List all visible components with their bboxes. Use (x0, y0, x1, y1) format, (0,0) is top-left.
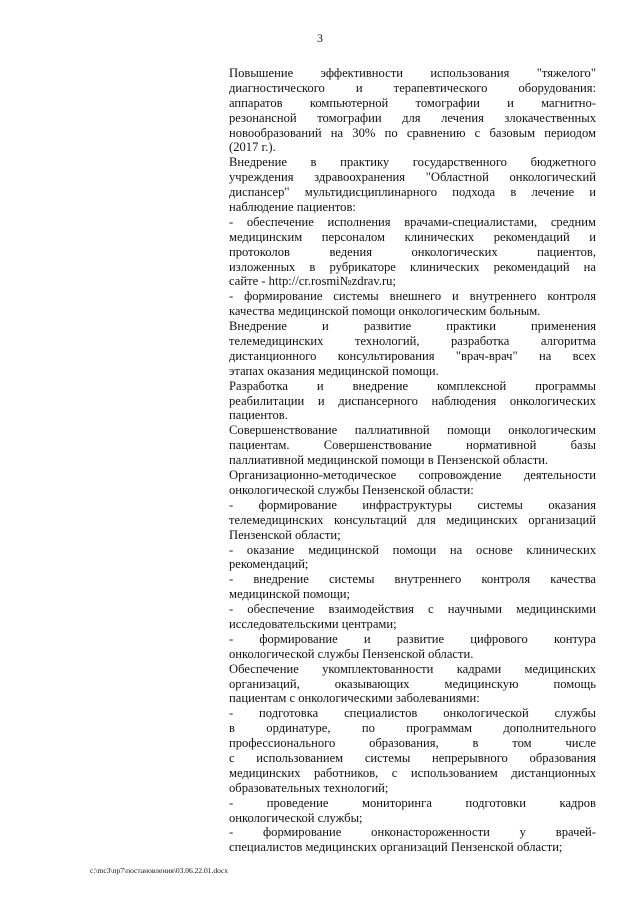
text-line: диагностического и терапевтического оборудования: (229, 80, 596, 95)
text-line: - обеспечение взаимодействия с научными медицинскими (229, 602, 596, 617)
page-number: 3 (317, 31, 323, 45)
text-line: (2017 г.). (229, 140, 276, 155)
text-line: - внедрение системы внутреннего контроля качества (229, 572, 596, 587)
text-line: онкологической службы Пензенской области: (229, 482, 474, 497)
text-line: медицинским персоналом клинических рекомендаций и (229, 229, 596, 244)
text-line: качества медицинской помощи онкологическим больным. (229, 304, 541, 319)
text-line: дистанционного консультирования "врач-врач" на всех (229, 348, 596, 363)
text-line: - формирование системы внешнего и внутреннего контроля (229, 289, 596, 304)
text-line: медицинских работников, с использованием дистанционных (229, 765, 596, 780)
text-line: пациентам. Совершенствование нормативной базы (229, 438, 596, 453)
text-line: исследовательскими центрами; (229, 616, 397, 631)
footer-file-path: c:\mc3\пр7\постановления\03.06.22.01.docx (90, 866, 228, 875)
text-line: специалистов медицинских организаций Пензенской области; (229, 840, 563, 855)
text-line: учреждения здравоохранения "Областной онкологический (229, 170, 596, 185)
text-line: пациентам с онкологическими заболеваниями: (229, 691, 480, 706)
text-line: - подготовка специалистов онкологической службы (229, 706, 596, 721)
text-line: Обеспечение укомплектованности кадрами медицинских (229, 661, 596, 676)
text-line: с использованием системы непрерывного образования (229, 750, 596, 765)
text-line: Организационно-методическое сопровождение деятельности (229, 468, 596, 483)
text-line: - оказание медицинской помощи на основе клинических (229, 542, 596, 557)
text-line: - обеспечение исполнения врачами-специалистами, средним (229, 214, 596, 229)
text-line: протоколов ведения онкологических пациентов, (229, 244, 596, 259)
text-line: телемедицинских технологий, разработка алгоритма (229, 334, 596, 349)
text-line: этапах оказания медицинской помощи. (229, 363, 439, 378)
text-line: изложенных в рубрикаторе клинических рекомендаций на (229, 259, 596, 274)
text-line: Внедрение в практику государственного бюджетного (229, 155, 596, 170)
text-line: резонансной томографии для лечения злокачественных (229, 110, 596, 125)
text-line: Пензенской области; (229, 527, 341, 542)
text-line: сайте - http://cr.rosmi№zdrav.ru; (229, 274, 396, 289)
text-line: в ординатуре, по программам дополнительного (229, 721, 596, 736)
text-line: - формирование инфраструктуры системы оказания (229, 497, 596, 512)
document-body-text (229, 66, 596, 855)
text-line: паллиативной медицинской помощи в Пензенской области. (229, 453, 549, 468)
text-line: аппаратов компьютерной томографии и магнитно- (229, 95, 596, 110)
text-line: пациентов. (229, 408, 288, 423)
text-line: Повышение эффективности использования "тяжелого" (229, 66, 596, 80)
text-line: телемедицинских консультаций для медицинских организаций (229, 512, 596, 527)
text-line: реабилитации и диспансерного наблюдения онкологических (229, 393, 596, 408)
text-line: - проведение мониторинга подготовки кадров (229, 795, 596, 810)
text-line: профессионального образования, в том числе (229, 736, 596, 751)
text-line: онкологической службы Пензенской области. (229, 646, 474, 661)
text-line: Совершенствование паллиативной помощи онкологическим (229, 423, 596, 438)
text-line: медицинской помощи; (229, 587, 351, 602)
text-line: образовательных технологий; (229, 780, 389, 795)
text-line: Внедрение и развитие практики применения (229, 319, 596, 334)
text-line: диспансер" мультидисциплинарного подхода в лечение и (229, 185, 596, 200)
text-line: онкологической службы; (229, 810, 363, 825)
text-line: - формирование онконастороженности у врачей- (229, 825, 596, 840)
text-line: новообразований на 30% по сравнению с базовым периодом (229, 125, 596, 140)
text-line: - формирование и развитие цифрового контура (229, 631, 596, 646)
text-line: Разработка и внедрение комплексной программы (229, 378, 596, 393)
text-line: наблюдение пациентов: (229, 200, 356, 215)
text-line: организаций, оказывающих медицинскую помощь (229, 676, 596, 691)
text-line: рекомендаций; (229, 557, 309, 572)
